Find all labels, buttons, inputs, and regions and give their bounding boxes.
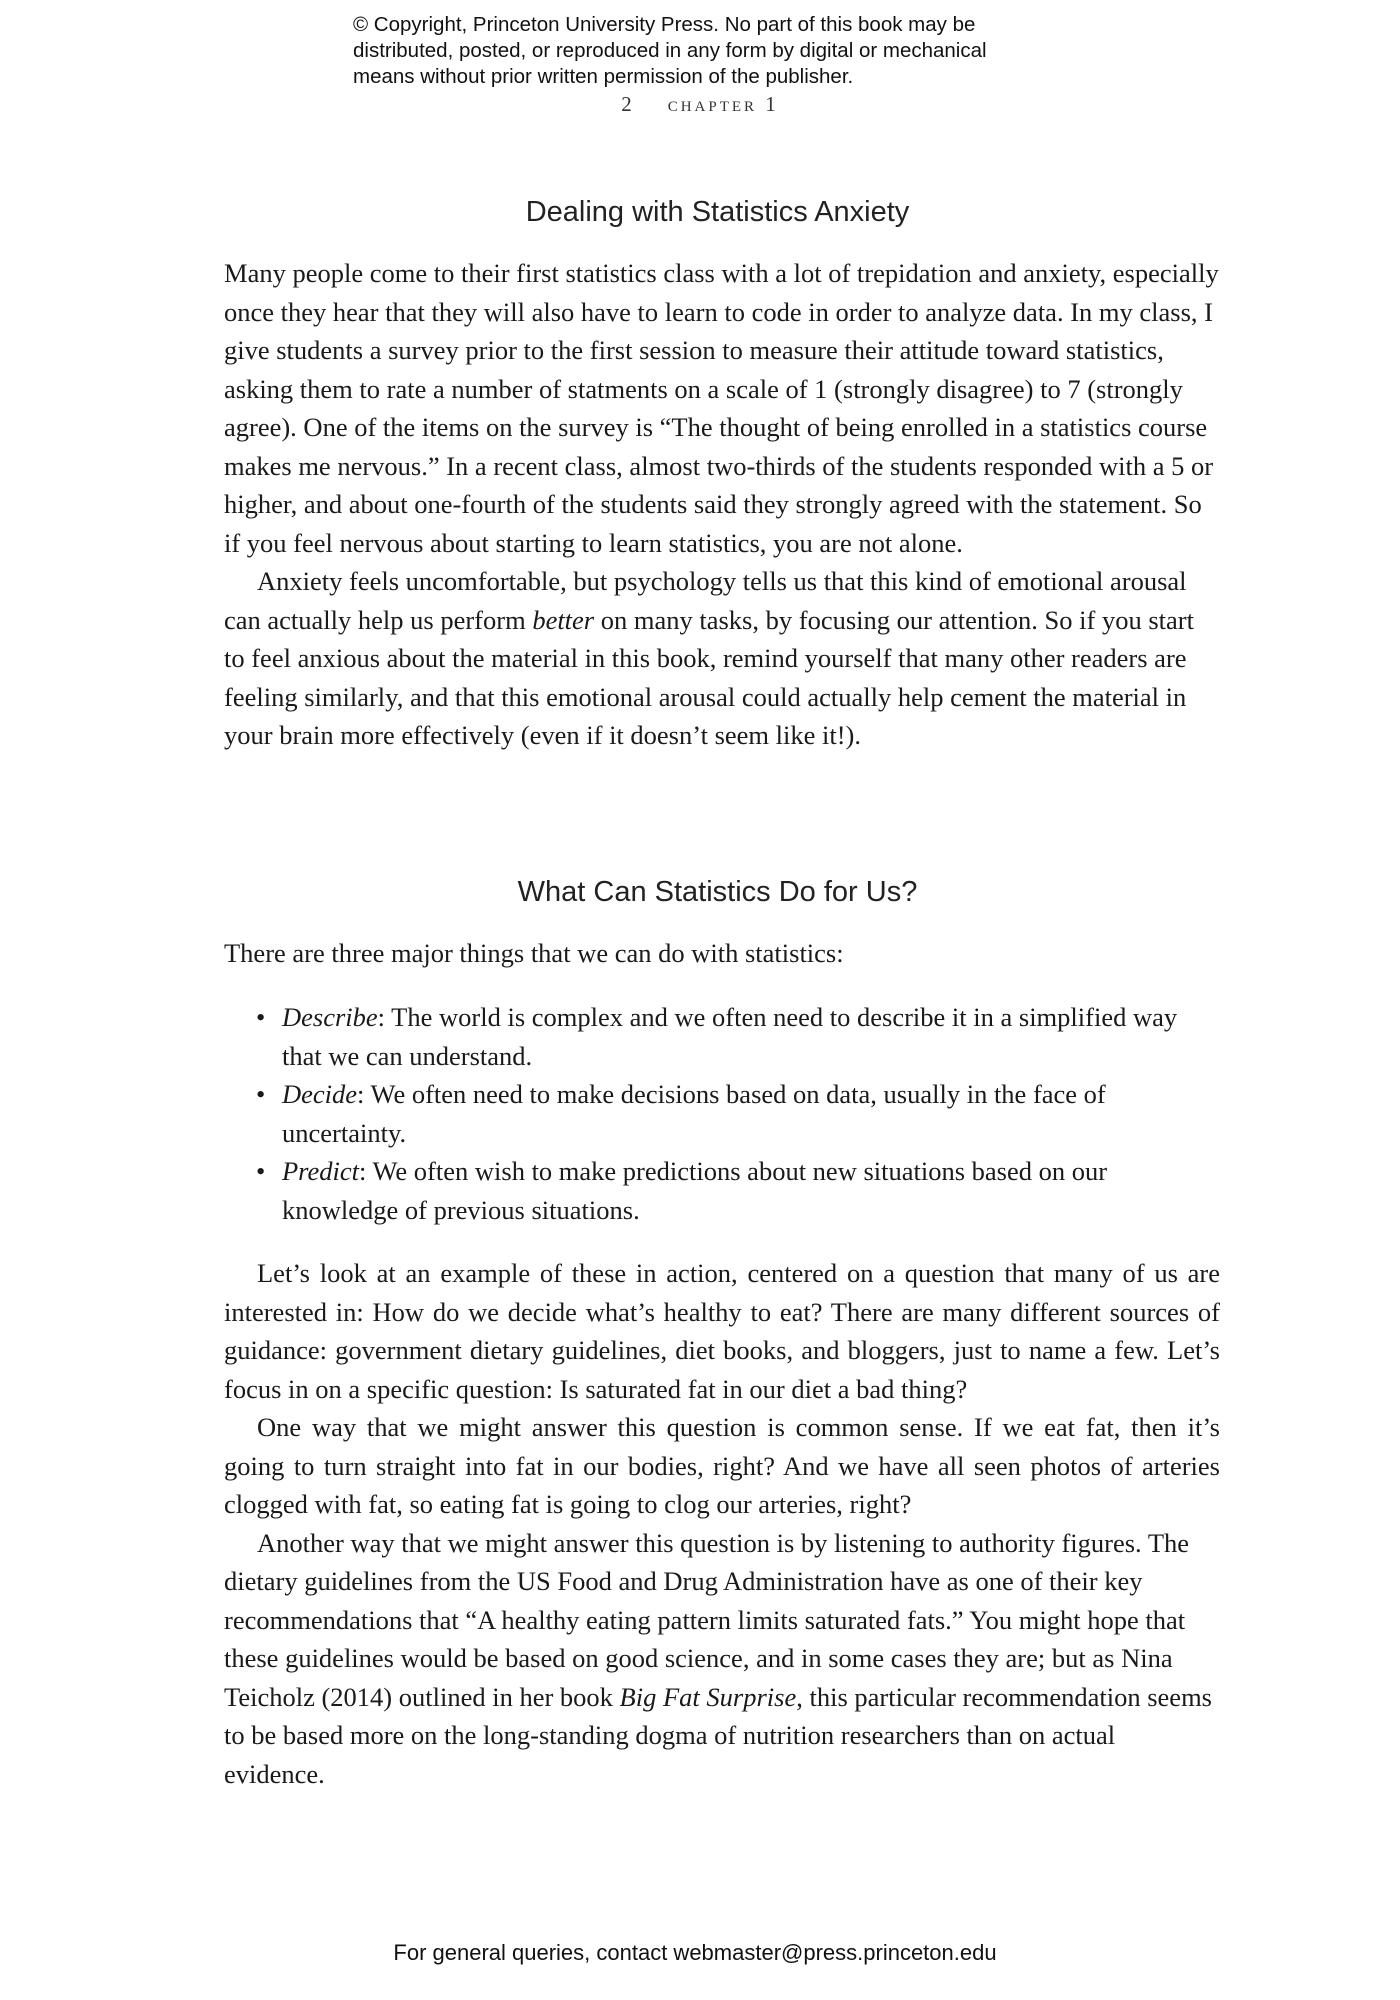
bullet-icon: •	[256, 1002, 266, 1032]
list-term: Decide	[282, 1079, 358, 1109]
footer-contact: For general queries, contact webmaster@press.princeton.edu	[393, 1940, 997, 1965]
list-item	[224, 1152, 1220, 1229]
paragraph: One way that we might answer this question is common sense. If we eat fat, then it’s going to turn straight into fat in our bodies, right? And we have all seen photos of arteries clogged with fat, so eating fat is going to clog our arteries, right?	[224, 1412, 1220, 1519]
paragraph: There are three major things that we can do with statistics:	[224, 938, 844, 968]
list-text: : The world is complex and we often need to describe it in a simplified way that we can understand.	[282, 1002, 1178, 1071]
section-title-what-can-statistics-do: What Can Statistics Do for Us?	[517, 876, 918, 908]
text-run: , this particular recommendation seems to be based more on the long-standing dogma of nutrition researchers than on actual evidence.	[224, 1681, 1212, 1789]
page-number: 2	[621, 92, 635, 116]
section-intro	[224, 934, 1220, 973]
paragraph: Let’s look at an example of these in action, centered on a question that many of us are interested in: How do we decide what’s healthy to eat? There are many different sources of guidance: government dietary guidelines, diet books, and bloggers, just to name a few. Let’s focus in on a specific question: Is saturated fat in our diet a bad thing?	[224, 1258, 1220, 1404]
running-head	[0, 92, 1400, 117]
chapter-label: chapter 1	[667, 92, 779, 116]
emphasis: better	[532, 604, 595, 635]
list-term: Describe	[282, 1002, 378, 1032]
bullet-list	[224, 998, 1220, 1229]
book-title: Big Fat Surprise	[619, 1681, 797, 1712]
paragraph: Many people come to their first statistics class with a lot of trepidation and anxiety, especially once they hear that they will also have to learn to code in order to analyze data. In my class, I give students a survey prior to the first session to measure their attitude toward statistics, asking them to rate a number of statments on a scale of 1 (strongly disagree) to 7 (strongly agree). One of the items on the survey is “The thought of being enrolled in a statistics course makes me nervous.” In a recent class, almost two-thirds of the students responded with a 5 or higher, and about one-fourth of the students said they strongly agreed with the statement. So if you feel nervous about starting to learn statistics, you are not alone.	[224, 258, 1219, 558]
list-term: Predict	[282, 1156, 360, 1186]
copyright-notice	[353, 12, 1073, 90]
copyright-line: © Copyright, Princeton University Press. No part of this book may be	[353, 13, 976, 36]
text-run: Another way that we might answer this question is by listening to authority figures. The dietary guidelines from the US Food and Drug Administration have as one of their key recommendations that “A healthy eating pattern limits saturated fats.” You might hope that these guidelines would be based on good science, and in some cases they are; but as Nina Teicholz (2014) outlined in her book	[224, 1527, 1190, 1712]
section-title-statistics-anxiety: Dealing with Statistics Anxiety	[525, 196, 910, 228]
section-body-statistics-anxiety	[224, 254, 1220, 755]
copyright-line: means without prior written permission of the publisher.	[353, 65, 854, 88]
list-item	[224, 1075, 1220, 1152]
copyright-line: distributed, posted, or reproduced in any form by digital or mechanical	[353, 39, 987, 62]
bullet-icon: •	[256, 1079, 266, 1109]
list-text: : We often need to make decisions based on data, usually in the face of uncertainty.	[282, 1079, 1106, 1148]
list-text: : We often wish to make predictions about new situations based on our knowledge of previous situations.	[282, 1156, 1108, 1225]
paragraph	[224, 562, 1220, 755]
paragraph	[224, 1524, 1220, 1794]
text-run: Anxiety feels uncomfortable, but psychology tells us that this kind of emotional arousal can actually help us perform	[224, 566, 1187, 635]
list-item	[224, 998, 1220, 1075]
text-run: on many tasks, by focusing our attention. So if you start to feel anxious about the material in this book, remind yourself that many other readers are feeling similarly, and that this emotional arousal could actually help cement the material in your brain more effectively (even if it doesn’t seem like it!).	[224, 604, 1194, 750]
bullet-icon: •	[256, 1156, 266, 1186]
section-body-what-can-statistics-do	[224, 1254, 1220, 1793]
